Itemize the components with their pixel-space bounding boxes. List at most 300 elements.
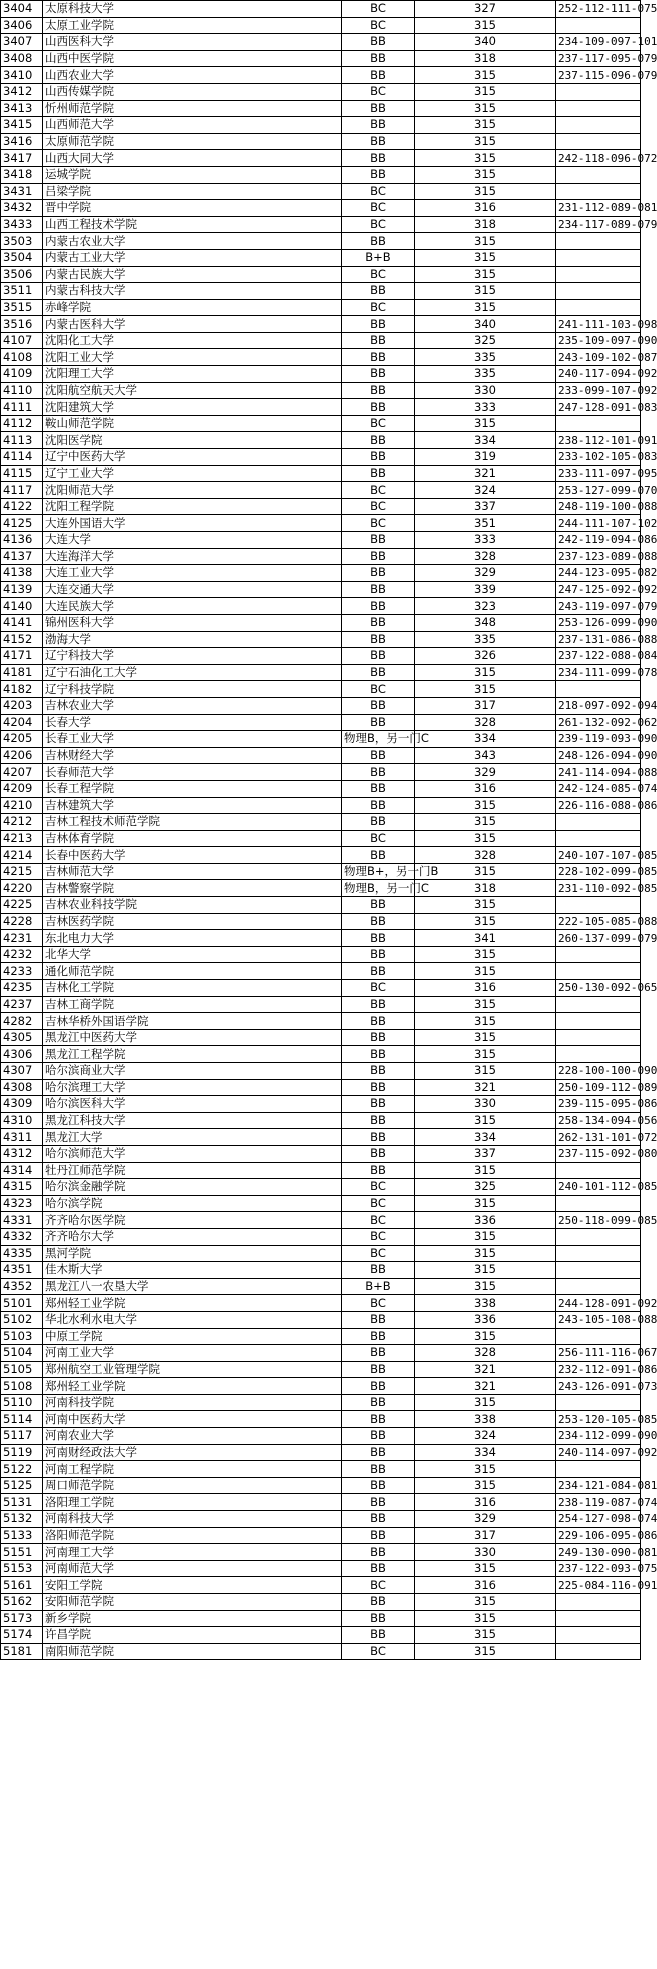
score: 328: [415, 714, 556, 731]
table-row: [1, 1627, 641, 1644]
score-breakdown: [556, 1029, 641, 1046]
table-row: [1, 863, 641, 880]
table-row: [1, 1295, 641, 1312]
subject-requirement: BB: [342, 100, 415, 117]
score: 315: [415, 797, 556, 814]
score: 315: [415, 963, 556, 980]
table-row: [1, 946, 641, 963]
score-breakdown: [556, 233, 641, 250]
school-name: 山西医科大学: [43, 34, 342, 51]
score: 338: [415, 1411, 556, 1428]
table-row: [1, 432, 641, 449]
subject-requirement: 物理B+，另一门B: [342, 863, 415, 880]
score: 315: [415, 1610, 556, 1627]
table-row: [1, 1112, 641, 1129]
score: 315: [415, 83, 556, 100]
subject-requirement: BC: [342, 1195, 415, 1212]
subject-requirement: BB: [342, 581, 415, 598]
school-name: 佳木斯大学: [43, 1262, 342, 1279]
subject-requirement: BB: [342, 283, 415, 300]
score-breakdown: [556, 415, 641, 432]
school-code: 5110: [1, 1394, 43, 1411]
school-code: 4352: [1, 1278, 43, 1295]
table-row: [1, 34, 641, 51]
subject-requirement: BB: [342, 747, 415, 764]
school-name: 大连外国语大学: [43, 515, 342, 532]
score: 315: [415, 1560, 556, 1577]
score: 321: [415, 1361, 556, 1378]
subject-requirement: BC: [342, 515, 415, 532]
score: 330: [415, 382, 556, 399]
table-row: [1, 780, 641, 797]
school-name: 山西工程技术学院: [43, 216, 342, 233]
school-name: 安阳师范学院: [43, 1594, 342, 1611]
score: 321: [415, 465, 556, 482]
school-name: 山西传媒学院: [43, 83, 342, 100]
score: 341: [415, 930, 556, 947]
subject-requirement: BB: [342, 780, 415, 797]
school-name: 太原工业学院: [43, 17, 342, 34]
school-name: 中原工学院: [43, 1328, 342, 1345]
school-name: 黑龙江工程学院: [43, 1046, 342, 1063]
score-breakdown: [556, 249, 641, 266]
score: 316: [415, 980, 556, 997]
score-breakdown: 258-134-094-056: [556, 1112, 641, 1129]
score: 317: [415, 1527, 556, 1544]
subject-requirement: BB: [342, 382, 415, 399]
school-name: 山西师范大学: [43, 117, 342, 134]
subject-requirement: BB: [342, 1378, 415, 1395]
subject-requirement: BC: [342, 83, 415, 100]
table-row: [1, 664, 641, 681]
school-name: 沈阳医学院: [43, 432, 342, 449]
score: 338: [415, 1295, 556, 1312]
school-name: 吕梁学院: [43, 183, 342, 200]
school-name: 吉林体育学院: [43, 830, 342, 847]
school-code: 3515: [1, 299, 43, 316]
table-row: [1, 548, 641, 565]
score: 315: [415, 17, 556, 34]
score-breakdown: 242-124-085-074: [556, 780, 641, 797]
table-row: [1, 1444, 641, 1461]
table-row: [1, 631, 641, 648]
school-name: 渤海大学: [43, 631, 342, 648]
school-name: 吉林医药学院: [43, 913, 342, 930]
subject-requirement: BB: [342, 664, 415, 681]
score-breakdown: 228-100-100-090: [556, 1063, 641, 1080]
subject-requirement: BB: [342, 1544, 415, 1561]
score: 325: [415, 332, 556, 349]
score: 315: [415, 681, 556, 698]
score-breakdown: 241-114-094-088: [556, 764, 641, 781]
school-code: 3416: [1, 133, 43, 150]
score-breakdown: 249-130-090-081: [556, 1544, 641, 1561]
score: 315: [415, 1195, 556, 1212]
school-code: 4111: [1, 399, 43, 416]
score-breakdown: 233-102-105-083: [556, 449, 641, 466]
school-name: 通化师范学院: [43, 963, 342, 980]
table-row: [1, 648, 641, 665]
subject-requirement: BB: [342, 399, 415, 416]
table-row: [1, 382, 641, 399]
school-code: 3407: [1, 34, 43, 51]
school-code: 4138: [1, 565, 43, 582]
score: 315: [415, 283, 556, 300]
school-code: 4117: [1, 482, 43, 499]
subject-requirement: BB: [342, 1461, 415, 1478]
score-breakdown: 252-112-111-075: [556, 1, 641, 18]
score-breakdown: [556, 963, 641, 980]
school-code: 3415: [1, 117, 43, 134]
table-row: [1, 1262, 641, 1279]
score-breakdown: [556, 1046, 641, 1063]
subject-requirement: BB: [342, 1129, 415, 1146]
score-breakdown: 244-123-095-082: [556, 565, 641, 582]
table-row: [1, 614, 641, 631]
school-name: 安阳工学院: [43, 1577, 342, 1594]
score: 316: [415, 1494, 556, 1511]
table-row: [1, 1245, 641, 1262]
score-breakdown: 243-109-102-087: [556, 349, 641, 366]
score-breakdown: 234-117-089-079: [556, 216, 641, 233]
school-name: 黑龙江大学: [43, 1129, 342, 1146]
subject-requirement: BB: [342, 1262, 415, 1279]
score-breakdown: 242-119-094-086: [556, 532, 641, 549]
school-name: 山西大同大学: [43, 150, 342, 167]
school-name: 忻州师范学院: [43, 100, 342, 117]
score: 315: [415, 1643, 556, 1660]
score-breakdown: [556, 1228, 641, 1245]
school-code: 4323: [1, 1195, 43, 1212]
score-breakdown: [556, 117, 641, 134]
score: 315: [415, 249, 556, 266]
score-breakdown: [556, 166, 641, 183]
school-code: 4232: [1, 946, 43, 963]
table-row: [1, 1527, 641, 1544]
subject-requirement: BB: [342, 465, 415, 482]
school-name: 长春师范大学: [43, 764, 342, 781]
table-row: [1, 83, 641, 100]
school-code: 4113: [1, 432, 43, 449]
score: 318: [415, 216, 556, 233]
score: 329: [415, 764, 556, 781]
school-code: 4110: [1, 382, 43, 399]
score: 315: [415, 100, 556, 117]
score-breakdown: 229-106-095-086: [556, 1527, 641, 1544]
school-name: 郑州航空工业管理学院: [43, 1361, 342, 1378]
subject-requirement: BC: [342, 415, 415, 432]
school-code: 3506: [1, 266, 43, 283]
school-name: 北华大学: [43, 946, 342, 963]
subject-requirement: BB: [342, 366, 415, 383]
score-breakdown: 256-111-116-067: [556, 1345, 641, 1362]
table-row: [1, 1029, 641, 1046]
school-code: 4282: [1, 1013, 43, 1030]
table-row: [1, 1195, 641, 1212]
score: 315: [415, 1262, 556, 1279]
school-code: 4331: [1, 1212, 43, 1229]
score-breakdown: 231-110-092-085: [556, 880, 641, 897]
score-breakdown: 237-117-095-079: [556, 50, 641, 67]
school-name: 沈阳理工大学: [43, 366, 342, 383]
score: 351: [415, 515, 556, 532]
score: 315: [415, 814, 556, 831]
score: 328: [415, 1345, 556, 1362]
score: 315: [415, 1627, 556, 1644]
subject-requirement: BB: [342, 1560, 415, 1577]
school-code: 3410: [1, 67, 43, 84]
school-name: 辽宁中医药大学: [43, 449, 342, 466]
subject-requirement: BB: [342, 166, 415, 183]
school-code: 4109: [1, 366, 43, 383]
subject-requirement: BC: [342, 1212, 415, 1229]
school-code: 4311: [1, 1129, 43, 1146]
score-breakdown: 262-131-101-072: [556, 1129, 641, 1146]
score: 335: [415, 631, 556, 648]
score: 324: [415, 1428, 556, 1445]
score-breakdown: [556, 17, 641, 34]
subject-requirement: BB: [342, 233, 415, 250]
subject-requirement: BB: [342, 1494, 415, 1511]
school-code: 4305: [1, 1029, 43, 1046]
school-name: 锦州医科大学: [43, 614, 342, 631]
score: 315: [415, 166, 556, 183]
subject-requirement: BB: [342, 532, 415, 549]
school-name: 许昌学院: [43, 1627, 342, 1644]
score: 339: [415, 581, 556, 598]
table-row: [1, 1577, 641, 1594]
score-breakdown: 226-116-088-086: [556, 797, 641, 814]
school-code: 5153: [1, 1560, 43, 1577]
subject-requirement: BB: [342, 1610, 415, 1627]
score-breakdown: 240-107-107-085: [556, 847, 641, 864]
school-code: 3413: [1, 100, 43, 117]
table-row: [1, 117, 641, 134]
score-breakdown: 260-137-099-079: [556, 930, 641, 947]
table-row: [1, 980, 641, 997]
school-name: 大连交通大学: [43, 581, 342, 598]
score-breakdown: 239-119-093-090: [556, 731, 641, 748]
score-breakdown: [556, 100, 641, 117]
score: 315: [415, 1112, 556, 1129]
score-breakdown: 234-111-099-078: [556, 664, 641, 681]
school-name: 辽宁科技学院: [43, 681, 342, 698]
score: 343: [415, 747, 556, 764]
score: 329: [415, 1511, 556, 1528]
school-code: 3503: [1, 233, 43, 250]
table-row: [1, 515, 641, 532]
subject-requirement: BC: [342, 1295, 415, 1312]
school-code: 5117: [1, 1428, 43, 1445]
table-row: [1, 1428, 641, 1445]
table-row: [1, 1610, 641, 1627]
score: 318: [415, 880, 556, 897]
school-name: 河南财经政法大学: [43, 1444, 342, 1461]
subject-requirement: BB: [342, 714, 415, 731]
score-breakdown: [556, 681, 641, 698]
school-code: 3417: [1, 150, 43, 167]
subject-requirement: BC: [342, 1577, 415, 1594]
school-name: 黑龙江八一农垦大学: [43, 1278, 342, 1295]
subject-requirement: BC: [342, 183, 415, 200]
table-body: [1, 1, 657, 1660]
score: 315: [415, 946, 556, 963]
school-code: 3432: [1, 200, 43, 217]
table-row: [1, 366, 641, 383]
school-code: 5122: [1, 1461, 43, 1478]
score-breakdown: 250-130-092-065: [556, 980, 641, 997]
school-name: 哈尔滨医科大学: [43, 1096, 342, 1113]
score-breakdown: 240-101-112-085: [556, 1179, 641, 1196]
table-row: [1, 299, 641, 316]
table-row: [1, 1394, 641, 1411]
table-row: [1, 1494, 641, 1511]
school-code: 5173: [1, 1610, 43, 1627]
table-row: [1, 1, 641, 18]
school-code: 3511: [1, 283, 43, 300]
school-name: 太原师范学院: [43, 133, 342, 150]
school-code: 4310: [1, 1112, 43, 1129]
subject-requirement: BB: [342, 930, 415, 947]
score: 315: [415, 664, 556, 681]
school-code: 4307: [1, 1063, 43, 1080]
school-name: 运城学院: [43, 166, 342, 183]
score-breakdown: 243-126-091-073: [556, 1378, 641, 1395]
school-name: 河南科技学院: [43, 1394, 342, 1411]
subject-requirement: BC: [342, 1245, 415, 1262]
school-name: 山西农业大学: [43, 67, 342, 84]
score: 315: [415, 1013, 556, 1030]
score-breakdown: 237-123-089-088: [556, 548, 641, 565]
score: 315: [415, 133, 556, 150]
score: 316: [415, 780, 556, 797]
subject-requirement: BB: [342, 697, 415, 714]
subject-requirement: BB: [342, 432, 415, 449]
subject-requirement: BC: [342, 830, 415, 847]
score-breakdown: [556, 1195, 641, 1212]
table-row: [1, 166, 641, 183]
score-breakdown: 238-119-087-074: [556, 1494, 641, 1511]
school-name: 沈阳航空航天大学: [43, 382, 342, 399]
score: 328: [415, 847, 556, 864]
score-breakdown: 247-128-091-083: [556, 399, 641, 416]
school-name: 河南科技大学: [43, 1511, 342, 1528]
score: 334: [415, 1129, 556, 1146]
score-breakdown: 240-114-097-092: [556, 1444, 641, 1461]
table-row: [1, 1228, 641, 1245]
school-name: 吉林工商学院: [43, 996, 342, 1013]
subject-requirement: BB: [342, 814, 415, 831]
score: 315: [415, 1394, 556, 1411]
score: 324: [415, 482, 556, 499]
score-breakdown: [556, 1328, 641, 1345]
school-code: 4115: [1, 465, 43, 482]
score-breakdown: [556, 1013, 641, 1030]
score: 315: [415, 1228, 556, 1245]
score: 321: [415, 1079, 556, 1096]
score-breakdown: 253-127-099-070: [556, 482, 641, 499]
school-code: 4112: [1, 415, 43, 432]
school-name: 大连海洋大学: [43, 548, 342, 565]
score: 316: [415, 200, 556, 217]
school-code: 4220: [1, 880, 43, 897]
score: 315: [415, 183, 556, 200]
school-name: 哈尔滨理工大学: [43, 1079, 342, 1096]
score: 325: [415, 1179, 556, 1196]
school-name: 吉林警察学院: [43, 880, 342, 897]
subject-requirement: BC: [342, 1228, 415, 1245]
score: 336: [415, 1311, 556, 1328]
table-row: [1, 183, 641, 200]
school-name: 长春工程学院: [43, 780, 342, 797]
subject-requirement: BB: [342, 449, 415, 466]
table-row: [1, 266, 641, 283]
table-row: [1, 797, 641, 814]
school-code: 4140: [1, 598, 43, 615]
table-row: [1, 1411, 641, 1428]
table-row: [1, 283, 641, 300]
score-breakdown: [556, 1643, 641, 1660]
school-code: 5174: [1, 1627, 43, 1644]
subject-requirement: BB: [342, 1527, 415, 1544]
school-code: 4209: [1, 780, 43, 797]
school-name: 内蒙古科技大学: [43, 283, 342, 300]
table-row: [1, 913, 641, 930]
score: 337: [415, 498, 556, 515]
school-name: 河南中医药大学: [43, 1411, 342, 1428]
subject-requirement: BB: [342, 1511, 415, 1528]
school-code: 4335: [1, 1245, 43, 1262]
score-breakdown: 240-117-094-092: [556, 366, 641, 383]
score-breakdown: 243-119-097-079: [556, 598, 641, 615]
score: 315: [415, 996, 556, 1013]
score-breakdown: [556, 1162, 641, 1179]
score-breakdown: [556, 1278, 641, 1295]
subject-requirement: BB: [342, 1444, 415, 1461]
subject-requirement: BB: [342, 67, 415, 84]
score-breakdown: 244-128-091-092: [556, 1295, 641, 1312]
score-breakdown: 232-112-091-086: [556, 1361, 641, 1378]
subject-requirement: BB: [342, 996, 415, 1013]
subject-requirement: BB: [342, 1627, 415, 1644]
score-breakdown: 238-112-101-091: [556, 432, 641, 449]
school-name: 沈阳工业大学: [43, 349, 342, 366]
school-code: 4206: [1, 747, 43, 764]
subject-requirement: BB: [342, 1328, 415, 1345]
table-row: [1, 498, 641, 515]
score-breakdown: [556, 183, 641, 200]
school-name: 华北水利水电大学: [43, 1311, 342, 1328]
score: 315: [415, 1461, 556, 1478]
subject-requirement: BB: [342, 1112, 415, 1129]
subject-requirement: BB: [342, 897, 415, 914]
school-code: 3433: [1, 216, 43, 233]
score: 315: [415, 863, 556, 880]
school-name: 辽宁石油化工大学: [43, 664, 342, 681]
school-name: 齐齐哈尔医学院: [43, 1212, 342, 1229]
table-row: [1, 581, 641, 598]
table-row: [1, 1278, 641, 1295]
school-code: 4107: [1, 332, 43, 349]
score-breakdown: 225-084-116-091: [556, 1577, 641, 1594]
score: 315: [415, 266, 556, 283]
table-row: [1, 1345, 641, 1362]
table-row: [1, 1063, 641, 1080]
school-name: 哈尔滨金融学院: [43, 1179, 342, 1196]
score-breakdown: 233-111-097-095: [556, 465, 641, 482]
school-name: 河南工程学院: [43, 1461, 342, 1478]
school-code: 4225: [1, 897, 43, 914]
